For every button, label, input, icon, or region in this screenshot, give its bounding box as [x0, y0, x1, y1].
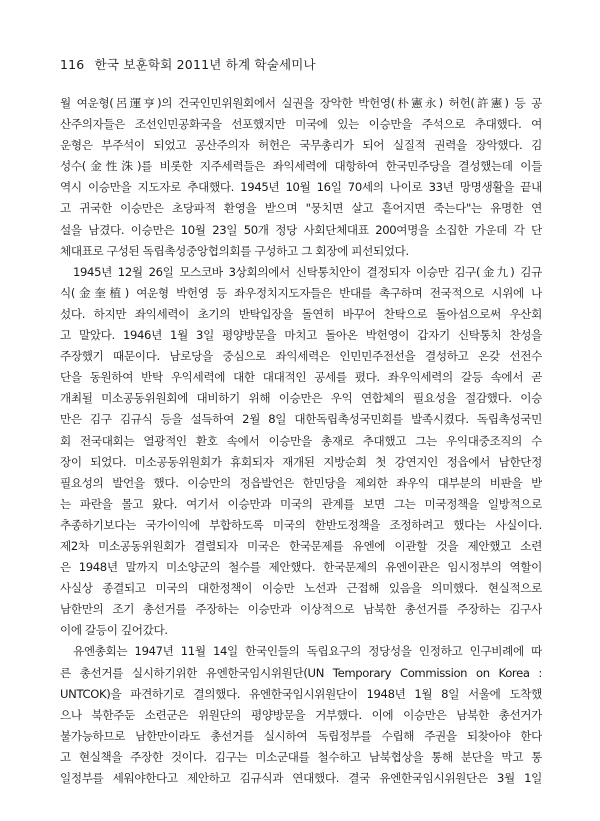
page-number: 116: [60, 57, 85, 72]
text-line: 섰다. 하지만 좌익세력이 초기의 반탁입장을 돌연히 바꾸어 찬탁으로 돌아섬으로써 우산회: [60, 306, 542, 321]
text-line: 식(金奎植) 여운형 박헌영 등 좌우정치지도자들은 반대를 촉구하며 전국적으로 시위에 나: [60, 285, 542, 300]
text-line: 운형은 부주석이 되었고 공산주의자 허헌은 국무총리가 되어 실질적 권력을 장악했다. 김: [60, 138, 542, 153]
running-header: [60, 55, 316, 73]
text-line: 사실상 종결되고 미국의 대한정책이 이승만 노선과 근접해 있음을 의미했다. 현실적으로: [60, 581, 542, 596]
text-line: 고 현실책을 주장한 것이다. 김구는 미소군대를 철수하고 남북협상을 통해 분단을 막고 통: [60, 749, 542, 764]
text-line: 설을 남겼다. 이승만은 10월 23일 50개 정당 사회단체대표 200여명을 소집한 가운데 각 단: [60, 222, 542, 237]
text-line: 만은 김구 김규식 등을 설득하여 2월 8일 대한독립촉성국민회를 발족시켰다. 독립촉성국민: [60, 412, 542, 427]
text-line: 유엔총회는 1947년 11월 14일 한국인들의 독립요구의 정당성을 인정하고 인구비례에 따: [73, 644, 542, 659]
text-line: UNTCOK)을 파견하기로 결의했다. 유엔한국임시위원단이 1948년 1월 8일 서울에 도착했: [60, 686, 542, 701]
text-line: 월 여운형(呂運亨)의 건국인민위원회에서 실권을 장악한 박헌영(朴憲永) 허헌(許憲) 등 공: [60, 96, 542, 110]
text-line: 단을 동원하여 반탁 우익세력에 대한 대대적인 공세를 폈다. 좌우익세력의 갈등 속에서 곧: [60, 370, 542, 385]
text-line: 제2차 미소공동위원회가 결렬되자 미국은 한국문제를 유엔에 이관할 것을 제안했고 소련: [60, 538, 542, 553]
text-line: 남한만의 조기 총선거를 주장하는 이승만과 이상적으로 남북한 총선거를 주장하는 김구사: [60, 602, 542, 617]
text-line: 른 총선거를 실시하기위한 유엔한국임시위원단(UN Temporary Commission on Korea :: [60, 665, 542, 680]
text-line: 추종하기보다는 국가이익에 부합하도록 미국의 한반도정책을 조정하려고 했다는 사실이다.: [60, 517, 542, 532]
text-line: 개최될 미소공동위원회에 대비하기 위해 이승만은 우익 연합체의 필요성을 절감했다. 이승: [60, 391, 542, 406]
text-line: 1945년 12월 26일 모스코바 3상회의에서 신탁통치안이 결정되자 이승만 김구(金九) 김규: [73, 264, 542, 279]
text-line: 불가능하므로 남한만이라도 총선거를 실시하여 독립정부를 수립해 주권을 되찾아야 한다: [60, 728, 542, 743]
text-line: 은 1948년 말까지 미소양군의 철수를 제안했다. 한국문제의 유엔이관은 임시정부의 역할이: [60, 560, 542, 575]
text-line: 필요성의 발언을 했다. 이승만의 정읍발언은 한민당을 제외한 좌우익 대부분의 비판을 받: [60, 475, 542, 490]
text-line: 으나 북한주둔 소련군은 위원단의 평양방문을 거부했다. 이에 이승만은 남북한 총선거가: [60, 707, 542, 722]
body-text: [60, 93, 542, 789]
text-line: 회 전국대회는 열광적인 환호 속에서 이승만을 총재로 추대했고 그는 우익대중조직의 수: [60, 433, 542, 448]
running-header-title: 한국 보훈학회 2011년 하계 학술세미나: [94, 57, 316, 72]
text-line: 장이 되었다. 미소공동위원회가 휴회되자 재개된 지방순회 첫 강연지인 정읍에서 남한단정: [60, 454, 542, 469]
text-line: 는 파란을 몰고 왔다. 여기서 이승만과 미국의 관계를 보면 그는 미국정책을 일방적으로: [60, 496, 542, 511]
text-line: 고 귀국한 이승만은 초당파적 환영을 받으며 "뭉치면 살고 흩어지면 죽는다"는 유명한 연: [60, 201, 542, 216]
text-line: 일정부를 세워야한다고 제안하고 김규식과 연대했다. 결국 유엔한국임시위원단은 3월 1일: [60, 771, 542, 785]
text-line: 산주의자들은 조선인민공화국을 선포했지만 미국에 있는 이승만을 주석으로 추대했다. 여: [60, 117, 542, 132]
text-line: 고 말았다. 1946년 1월 3일 평양방문을 마치고 돌아온 박헌영이 갑자기 신탁통치 찬성을: [60, 328, 542, 343]
text-line: 주장했기 때문이다. 남로당을 중심으로 좌익세력은 인민민주전선을 결성하고 온갖 선전수: [60, 349, 542, 364]
text-line: 이에 갈등이 깊어갔다.: [60, 623, 168, 638]
text-line: 체대표로 구성된 독립촉성중앙협의회를 구성하고 그 회장에 피선되었다.: [60, 243, 409, 258]
text-line: 역시 이승만을 지도자로 추대했다. 1945년 10월 16일 70세의 나이로 33년 망명생활을 끝내: [60, 180, 542, 195]
text-line: 성수(金性洙)를 비롯한 지주세력들은 좌익세력에 대항하여 한국민주당을 결성했는데 이들: [60, 159, 542, 174]
